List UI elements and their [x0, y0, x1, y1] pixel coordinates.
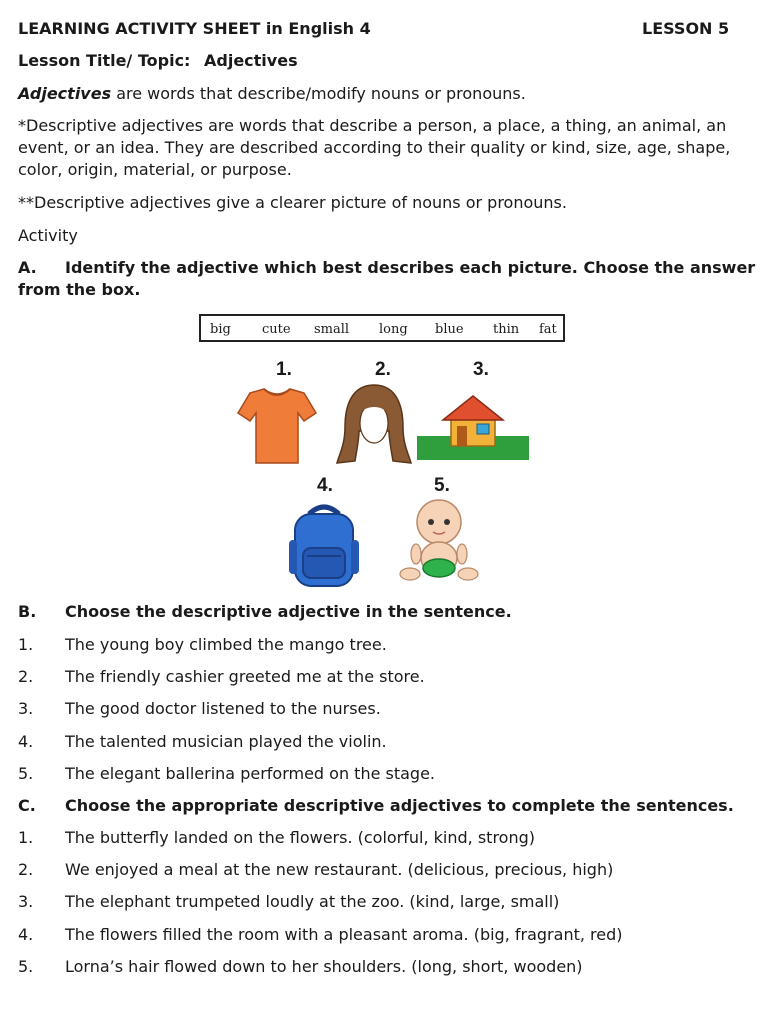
baby-icon	[398, 496, 480, 586]
section-a-instruction-2: from the box.	[18, 280, 141, 299]
c-item-text: Lorna’s hair flowed down to her shoulders. (long, short, wooden)	[65, 957, 583, 976]
c-item-number: 2.	[18, 860, 34, 879]
c-item-text: The flowers filled the room with a pleasant aroma. (big, fragrant, red)	[65, 925, 623, 944]
definition-text: are words that describe/modify nouns or pronouns.	[111, 84, 526, 103]
section-b-instruction: Choose the descriptive adjective in the sentence.	[65, 602, 512, 621]
word-option: big	[210, 322, 231, 337]
section-c-letter: C.	[18, 796, 36, 815]
lesson-number: LESSON 5	[642, 19, 730, 38]
c-item-number: 4.	[18, 925, 34, 944]
word-option: fat	[539, 322, 557, 337]
c-item-number: 1.	[18, 828, 34, 847]
word-option: blue	[435, 322, 464, 337]
c-item-text: We enjoyed a meal at the new restaurant. (delicious, precious, high)	[65, 860, 614, 879]
activity-label: Activity	[18, 226, 78, 245]
picture-number-4: 4.	[317, 475, 333, 496]
word-option: cute	[262, 322, 291, 337]
c-item-text: The elephant trumpeted loudly at the zoo. (kind, large, small)	[65, 892, 560, 911]
word-option: long	[379, 322, 408, 337]
b-item-text: The good doctor listened to the nurses.	[65, 699, 381, 718]
descriptive-note-2: **Descriptive adjectives give a clearer picture of nouns or pronouns.	[18, 193, 567, 212]
b-item-text: The talented musician played the violin.	[65, 732, 387, 751]
house-icon	[417, 392, 529, 462]
b-item-text: The friendly cashier greeted me at the store.	[65, 667, 425, 686]
shirt-icon	[236, 385, 318, 467]
descriptive-note-1: *Descriptive adjectives are words that describe a person, a place, a thing, an animal, an event, or an idea. They are described according to their quality or kind, size, age, shape, color, origin, material, or purpose.	[18, 116, 731, 179]
section-c-instruction: Choose the appropriate descriptive adjectives to complete the sentences.	[65, 796, 734, 815]
section-a-letter: A.	[18, 258, 37, 277]
word-option: small	[314, 322, 350, 337]
c-item-text: The butterfly landed on the flowers. (colorful, kind, strong)	[65, 828, 535, 847]
sheet-title: LEARNING ACTIVITY SHEET in English 4	[18, 19, 371, 38]
b-item-number: 4.	[18, 732, 34, 751]
picture-number-5: 5.	[434, 475, 450, 496]
adjective-definition	[18, 84, 526, 104]
lesson-title-label: Lesson Title/ Topic:	[18, 51, 191, 70]
lesson-topic: Adjectives	[204, 51, 298, 70]
adjective-term: Adjectives	[18, 84, 112, 103]
b-item-text: The elegant ballerina performed on the stage.	[65, 764, 436, 783]
word-option: thin	[493, 322, 520, 337]
word-box	[199, 314, 565, 342]
b-item-number: 1.	[18, 635, 34, 654]
b-item-number: 3.	[18, 699, 34, 718]
picture-number-3: 3.	[473, 359, 489, 380]
b-item-number: 5.	[18, 764, 34, 783]
section-a-instruction-1: Identify the adjective which best describes each picture. Choose the answer	[65, 258, 756, 277]
picture-number-1: 1.	[276, 359, 292, 380]
c-item-number: 5.	[18, 957, 34, 976]
hair-icon	[335, 383, 413, 465]
c-item-number: 3.	[18, 892, 34, 911]
backpack-icon	[287, 500, 361, 590]
b-item-number: 2.	[18, 667, 34, 686]
b-item-text: The young boy climbed the mango tree.	[65, 635, 387, 654]
section-b-letter: B.	[18, 602, 37, 621]
picture-number-2: 2.	[375, 359, 391, 380]
